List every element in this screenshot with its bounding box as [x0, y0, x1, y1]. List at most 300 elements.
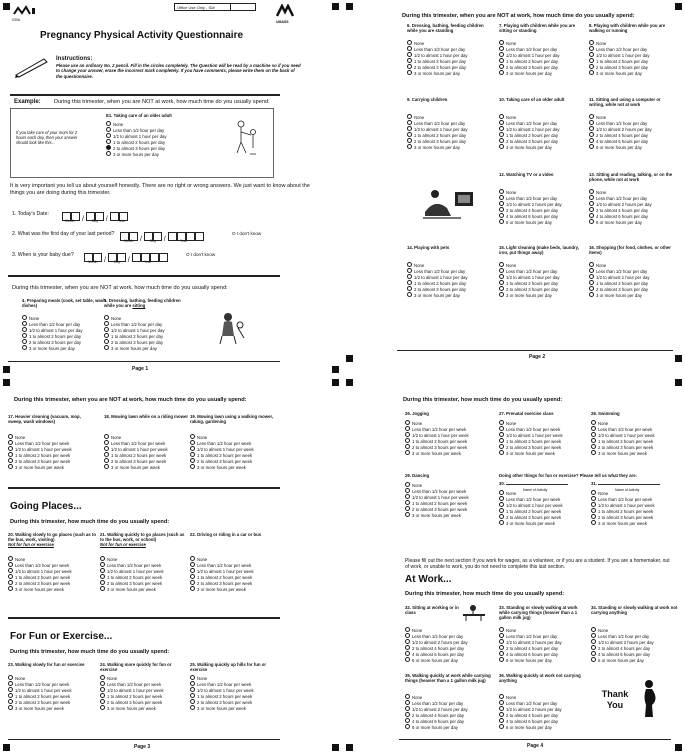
option[interactable]: Less than 1/2 hour per day: [499, 46, 587, 52]
option[interactable]: Less than 1/2 hour per week: [190, 562, 278, 568]
going-places-heading: Going Places...: [10, 501, 82, 512]
option[interactable]: 2 to almost 4 hours per day: [499, 712, 587, 718]
section-heading: During this trimester, when you are NOT at work, how much time do you usually spend:: [12, 285, 228, 291]
question-text: 11. Sitting and using a computer or writing, while not at work: [589, 97, 661, 108]
option[interactable]: Less than 1/2 hour per week: [499, 426, 587, 432]
form-code: 030A: [12, 18, 21, 22]
option[interactable]: 1 to almost 2 hours per week: [190, 452, 278, 458]
option[interactable]: 2 to almost 3 hours per week: [190, 580, 278, 586]
option[interactable]: 1 to almost 2 hours per week: [405, 500, 493, 506]
option[interactable]: 2 to almost 4 hours per day: [499, 645, 587, 651]
option[interactable]: Less than 1/2 hour per week: [190, 681, 278, 687]
option[interactable]: 6 or more hours per day: [589, 144, 677, 150]
question-10: [499, 97, 587, 151]
option[interactable]: 1/2 to almost 2 hours per day: [499, 706, 587, 712]
registration-mark: [3, 744, 10, 751]
option[interactable]: 3 or more hours per day: [407, 144, 495, 150]
example-side-text: If you take care of your mom for 2 hours each day, then your answer should look like this...: [16, 130, 78, 145]
option[interactable]: 1/2 to almost 1 hour per week: [499, 432, 587, 438]
option[interactable]: 4 to almost 6 hours per day: [589, 138, 677, 144]
option[interactable]: 3 or more hours per week: [591, 520, 679, 526]
option[interactable]: 1/2 to almost 1 hour per day: [499, 274, 587, 280]
option[interactable]: 2 to almost 3 hours per day: [589, 64, 677, 70]
option[interactable]: 3 or more hours per day: [589, 70, 677, 76]
option[interactable]: None: [499, 490, 587, 496]
option[interactable]: 2 to almost 3 hours per week: [405, 444, 493, 450]
question-text: 36. Walking quickly at work not carrying anything: [499, 673, 581, 684]
option[interactable]: None: [499, 694, 587, 700]
option[interactable]: None: [499, 114, 587, 120]
option[interactable]: None: [407, 114, 495, 120]
option[interactable]: 2 to almost 3 hours per week: [8, 458, 96, 464]
fun-exercise-heading: For Fun or Exercise...: [10, 631, 113, 642]
registration-mark: [346, 379, 353, 386]
option[interactable]: 1 to almost 2 hours per day: [22, 333, 110, 339]
option[interactable]: None: [405, 694, 493, 700]
question-text: 16. Shopping (for food, clothes, or other items): [589, 245, 671, 256]
option[interactable]: 3 or more hours per week: [8, 464, 96, 470]
example-question-e1: [106, 113, 216, 158]
registration-mark: [332, 744, 339, 751]
option[interactable]: 1 to almost 2 hours per week: [104, 452, 192, 458]
option[interactable]: Less than 1/2 hour per day: [499, 268, 587, 274]
question-text: 29. Dancing: [405, 473, 430, 478]
option[interactable]: None: [8, 556, 96, 562]
option[interactable]: 1/2 to almost 1 hour per week: [190, 446, 278, 452]
option[interactable]: None: [591, 490, 679, 496]
option[interactable]: 3 or more hours per week: [499, 450, 587, 456]
page-4: [343, 377, 685, 753]
option[interactable]: 1 to almost 2 hours per day: [407, 132, 495, 138]
option[interactable]: 2 to almost 3 hours per week: [190, 458, 278, 464]
question-4: [22, 298, 110, 352]
question-6: [407, 23, 495, 77]
option[interactable]: 3 or more hours per week: [8, 705, 96, 711]
dont-know-option[interactable]: O I don't know: [232, 231, 262, 236]
option[interactable]: 1/2 to almost 1 hour per week: [8, 568, 96, 574]
option[interactable]: None: [405, 627, 493, 633]
option[interactable]: None: [100, 556, 188, 562]
option[interactable]: None: [104, 315, 192, 321]
date-boxes[interactable]: / /: [84, 249, 168, 267]
option[interactable]: None: [190, 675, 278, 681]
option[interactable]: Less than 1/2 hour per day: [589, 46, 677, 52]
date-boxes[interactable]: / /: [120, 228, 204, 246]
question-36: [499, 673, 587, 731]
question-text: 35. Walking quickly at work while carrying things (heavier than a 1 gallon milk jug): [405, 673, 491, 684]
option[interactable]: None: [190, 556, 278, 562]
option[interactable]: 1/2 to almost 1 hour per day: [22, 327, 110, 333]
option[interactable]: 2 to almost 3 hours per day: [499, 138, 587, 144]
question-14: [407, 245, 495, 299]
option[interactable]: 1 to almost 2 hours per week: [8, 452, 96, 458]
month-label: Month: [88, 260, 98, 264]
option[interactable]: 6 or more hours per day: [405, 724, 493, 730]
option: 3 or more hours per day: [106, 151, 216, 157]
option[interactable]: 1/2 to almost 1 hour per day: [499, 52, 587, 58]
question-text: 7. Playing with children while you are sitting or standing: [499, 23, 576, 34]
option[interactable]: Less than 1/2 hour per day: [405, 700, 493, 706]
option: None: [106, 121, 216, 127]
option[interactable]: 2 to almost 3 hours per week: [591, 514, 679, 520]
option[interactable]: 1 to almost 2 hours per week: [8, 574, 96, 580]
question-text: 32. Sitting at working or in class: [405, 605, 459, 616]
option[interactable]: 4 to almost 6 hours per day: [499, 651, 587, 657]
question-text: 17. Heavier cleaning (vacuum, mop, sweep, wash windows): [8, 414, 81, 425]
option[interactable]: 4 to almost 6 hours per day: [499, 213, 587, 219]
option[interactable]: 3 or more hours per week: [8, 586, 96, 592]
option[interactable]: Less than 1/2 hour per week: [405, 426, 493, 432]
option[interactable]: 6 or more hours per day: [589, 219, 677, 225]
option[interactable]: 2 to almost 3 hours per week: [8, 580, 96, 586]
option[interactable]: None: [22, 315, 110, 321]
option[interactable]: 3 or more hours per week: [405, 450, 493, 456]
option[interactable]: 2 to almost 4 hours per day: [589, 207, 677, 213]
question-text: 20. Walking slowly to go places (such as to the bus, work, visiting) Not for fun or exercise: [8, 532, 96, 548]
registration-mark: [332, 366, 339, 373]
question-24: [100, 662, 188, 712]
question-text: 13. Sitting and reading, talking, or on the phone, while not at work: [589, 172, 673, 183]
option[interactable]: 1/2 to almost 1 hour per week: [104, 446, 192, 452]
question-17: [8, 414, 96, 471]
option[interactable]: 1 to almost 2 hours per day: [499, 58, 587, 64]
office-use-box: [174, 3, 256, 11]
option[interactable]: None: [8, 675, 96, 681]
option[interactable]: 3 or more hours per week: [100, 705, 188, 711]
umass-logo-icon: [276, 4, 294, 18]
option[interactable]: 1/2 to almost 1 hour per week: [190, 687, 278, 693]
registration-mark: [346, 355, 353, 362]
option[interactable]: 1 to almost 2 hours per day: [104, 333, 192, 339]
option[interactable]: None: [405, 420, 493, 426]
option[interactable]: Less than 1/2 hour per day: [589, 120, 677, 126]
option[interactable]: 1 to almost 2 hours per day: [407, 280, 495, 286]
option[interactable]: 3 or more hours per day: [22, 345, 110, 351]
option[interactable]: None: [589, 40, 677, 46]
option[interactable]: 2 to almost 4 hours per day: [591, 645, 679, 651]
question-text: 34. Standing or slowly walking at work not carrying anything: [591, 605, 678, 616]
option[interactable]: 1/2 to almost 1 hour per day: [499, 126, 587, 132]
option[interactable]: 3 or more hours per week: [190, 705, 278, 711]
option[interactable]: 1/2 to almost 1 hour per week: [8, 446, 96, 452]
option[interactable]: None: [499, 40, 587, 46]
option[interactable]: 2 to almost 3 hours per day: [407, 286, 495, 292]
option[interactable]: 1/2 to almost 1 hour per week: [100, 687, 188, 693]
option[interactable]: Less than 1/2 hour per week: [405, 488, 493, 494]
registration-mark: [675, 355, 682, 362]
page-title: Pregnancy Physical Activity Questionnaire: [40, 30, 244, 41]
question-text: 31.: [591, 481, 679, 490]
registration-mark: [332, 379, 339, 386]
registration-mark: [675, 3, 682, 10]
option[interactable]: 3 or more hours per day: [589, 292, 677, 298]
question-29: [405, 473, 493, 519]
question-text: 27. Prenatal exercise class: [499, 411, 554, 416]
option[interactable]: 2 to almost 3 hours per day: [499, 286, 587, 292]
option[interactable]: 1/2 to almost 2 hours per day: [499, 639, 587, 645]
option[interactable]: Less than 1/2 hour per week: [100, 681, 188, 687]
option[interactable]: None: [499, 420, 587, 426]
option[interactable]: 1 to almost 2 hours per week: [405, 438, 493, 444]
option[interactable]: None: [499, 627, 587, 633]
office-use-label: Office Use Only - ID#: [177, 5, 215, 10]
option[interactable]: None: [591, 420, 679, 426]
question-13: [589, 172, 677, 226]
option: 1 to almost 2 hours per day: [106, 139, 216, 145]
question-text: 14. Playing with pets: [407, 245, 450, 250]
question-21: [100, 532, 188, 593]
question-text: 18. Mowing lawn while on a riding mower: [104, 414, 189, 419]
option[interactable]: 3 or more hours per day: [407, 292, 495, 298]
option[interactable]: 2 to almost 3 hours per week: [499, 444, 587, 450]
option[interactable]: 2 to almost 3 hours per day: [407, 138, 495, 144]
option[interactable]: 1 to almost 2 hours per week: [591, 438, 679, 444]
registration-mark: [3, 379, 10, 386]
q3-label: 3. When is your baby due?: [12, 252, 74, 258]
option[interactable]: 1/2 to almost 1 hour per day: [589, 274, 677, 280]
registration-mark: [346, 744, 353, 751]
option[interactable]: 3 or more hours per week: [104, 464, 192, 470]
option[interactable]: Less than 1/2 hour per week: [104, 440, 192, 446]
q1-label: 1. Today's Date:: [12, 211, 49, 217]
option[interactable]: 2 to almost 3 hours per week: [405, 506, 493, 512]
option[interactable]: 1 to almost 2 hours per week: [100, 693, 188, 699]
option[interactable]: 1 to almost 2 hours per day: [407, 58, 495, 64]
option[interactable]: 3 or more hours per week: [100, 586, 188, 592]
option[interactable]: 3 or more hours per day: [499, 292, 587, 298]
option[interactable]: 2 to almost 4 hours per day: [589, 132, 677, 138]
option[interactable]: Less than 1/2 hour per day: [407, 46, 495, 52]
option[interactable]: 1/2 to almost 1 hour per week: [405, 494, 493, 500]
option[interactable]: 2 to almost 3 hours per week: [190, 699, 278, 705]
option[interactable]: 1/2 to almost 2 hours per day: [499, 201, 587, 207]
option[interactable]: 1/2 to almost 2 hours per day: [405, 706, 493, 712]
option[interactable]: 3 or more hours per day: [499, 144, 587, 150]
option[interactable]: Less than 1/2 hour per week: [8, 681, 96, 687]
option[interactable]: 3 or more hours per week: [190, 464, 278, 470]
option[interactable]: Less than 1/2 hour per day: [407, 268, 495, 274]
option[interactable]: 3 or more hours per day: [407, 70, 495, 76]
option[interactable]: None: [499, 262, 587, 268]
option[interactable]: 6 or more hours per day: [405, 657, 493, 663]
option[interactable]: 2 to almost 4 hours per day: [405, 645, 493, 651]
option[interactable]: 3 or more hours per week: [190, 586, 278, 592]
question-text: 28. Swimming: [591, 411, 620, 416]
question-23: [8, 662, 96, 712]
option[interactable]: 4 to almost 6 hours per day: [405, 718, 493, 724]
id-boxes: [230, 4, 256, 11]
example-question: During this trimester, when you are NOT at work, how much time do you usually spend:: [54, 99, 270, 105]
page-2: [343, 0, 685, 376]
option[interactable]: Less than 1/2 hour per week: [591, 426, 679, 432]
option[interactable]: 1/2 to almost 1 hour per week: [8, 687, 96, 693]
option[interactable]: 1/2 to almost 1 hour per week: [405, 432, 493, 438]
option[interactable]: 1/2 to almost 1 hour per day: [407, 274, 495, 280]
option[interactable]: 2 to almost 3 hours per week: [100, 699, 188, 705]
option[interactable]: 1 to almost 2 hours per week: [190, 693, 278, 699]
option[interactable]: 2 to almost 3 hours per week: [104, 458, 192, 464]
option[interactable]: Less than 1/2 hour per day: [589, 195, 677, 201]
option[interactable]: 3 or more hours per day: [499, 70, 587, 76]
page-1: [0, 0, 342, 376]
thank-you-text: Thank You: [601, 689, 629, 710]
option[interactable]: 2 to almost 4 hours per day: [405, 712, 493, 718]
option[interactable]: Less than 1/2 hour per week: [8, 562, 96, 568]
option[interactable]: Less than 1/2 hour per day: [499, 120, 587, 126]
option[interactable]: 2 to almost 3 hours per day: [104, 339, 192, 345]
option[interactable]: 1 to almost 2 hours per week: [100, 574, 188, 580]
option[interactable]: Less than 1/2 hour per week: [100, 562, 188, 568]
option[interactable]: 1/2 to almost 1 hour per day: [589, 52, 677, 58]
option[interactable]: None: [589, 189, 677, 195]
option[interactable]: 1 to almost 2 hours per week: [591, 508, 679, 514]
date-boxes[interactable]: / /: [62, 208, 128, 226]
option[interactable]: 1/2 to almost 1 hour per week: [499, 502, 587, 508]
option[interactable]: 2 to almost 3 hours per week: [100, 580, 188, 586]
option[interactable]: 1/2 to almost 1 hour per week: [591, 432, 679, 438]
option[interactable]: Less than 1/2 hour per day: [589, 268, 677, 274]
option[interactable]: 4 to almost 6 hours per day: [499, 718, 587, 724]
option[interactable]: 2 to almost 3 hours per day: [499, 64, 587, 70]
option: Less than 1/2 hour per day: [106, 127, 216, 133]
option[interactable]: 4 to almost 6 hours per day: [589, 213, 677, 219]
question-text: 19. Mowing lawn using a walking mower, raking, gardening: [190, 414, 274, 425]
dont-know-option[interactable]: O I don't know: [186, 252, 216, 257]
question-28: [591, 411, 679, 457]
q2-label: 2. What was the first day of your last period?: [12, 231, 115, 237]
month-label: Month: [65, 219, 75, 223]
option[interactable]: 2 to almost 3 hours per day: [407, 64, 495, 70]
year-label: Year: [118, 219, 125, 223]
option[interactable]: 3 or more hours per week: [405, 512, 493, 518]
option[interactable]: 3 or more hours per day: [104, 345, 192, 351]
section-heading: During this trimester, how much time do you usually spend:: [405, 591, 565, 597]
question-text: 8. Playing with children while you are walking or running: [589, 23, 666, 34]
question-19: [190, 414, 278, 471]
section-heading: During this trimester, how much time do you usually spend:: [403, 397, 563, 403]
registration-mark: [332, 3, 339, 10]
option[interactable]: 1 to almost 2 hours per day: [589, 280, 677, 286]
option[interactable]: 2 to almost 4 hours per day: [499, 207, 587, 213]
option[interactable]: 1/2 to almost 1 hour per day: [407, 126, 495, 132]
option[interactable]: Less than 1/2 hour per day: [591, 633, 679, 639]
option[interactable]: None: [591, 627, 679, 633]
section-heading: During this trimester, when you are NOT at work, how much time do you usually spend:: [402, 13, 635, 19]
option[interactable]: 2 to almost 3 hours per week: [8, 699, 96, 705]
question-20: [8, 532, 96, 593]
option[interactable]: Less than 1/2 hour per day: [104, 321, 192, 327]
option[interactable]: None: [589, 114, 677, 120]
option[interactable]: 1 to almost 2 hours per week: [499, 438, 587, 444]
caregiver-illustration-icon: [232, 118, 260, 156]
option[interactable]: None: [499, 189, 587, 195]
option[interactable]: Less than 1/2 hour per week: [190, 440, 278, 446]
option[interactable]: Less than 1/2 hour per day: [499, 195, 587, 201]
option[interactable]: 1/2 to almost 1 hour per day: [407, 52, 495, 58]
logo-icon: [12, 5, 36, 17]
question-text: 6. Dressing, bathing, feeding children while you are standing: [407, 23, 484, 34]
page-3: [0, 377, 342, 753]
question-9: [407, 97, 495, 151]
option[interactable]: Less than 1/2 hour per week: [499, 496, 587, 502]
work-section-note: Please fill out the next section if you work for wages, as a volunteer, or if you are a student. If you are a homemaker, out of work, or unable to work, you do not need to complete this last section.: [405, 558, 670, 570]
option[interactable]: 4 to almost 6 hours per day: [405, 651, 493, 657]
option[interactable]: None: [407, 40, 495, 46]
option[interactable]: 2 to almost 3 hours per day: [589, 286, 677, 292]
option[interactable]: 2 to almost 3 hours per week: [499, 514, 587, 520]
option[interactable]: 1 to almost 2 hours per day: [589, 58, 677, 64]
option[interactable]: 6 or more hours per day: [499, 724, 587, 730]
option[interactable]: 1/2 to almost 2 hours per day: [589, 126, 677, 132]
option[interactable]: Less than 1/2 hour per day: [499, 633, 587, 639]
option[interactable]: Less than 1/2 hour per day: [22, 321, 110, 327]
option[interactable]: 1 to almost 2 hours per week: [8, 693, 96, 699]
option[interactable]: None: [104, 434, 192, 440]
option[interactable]: None: [100, 675, 188, 681]
page-number: Page 4: [527, 743, 544, 749]
question-15: [499, 245, 587, 299]
option[interactable]: 1/2 to almost 2 hours per day: [405, 639, 493, 645]
option[interactable]: None: [405, 482, 493, 488]
option[interactable]: 1 to almost 2 hours per week: [190, 574, 278, 580]
option[interactable]: Less than 1/2 hour per day: [405, 633, 493, 639]
option[interactable]: 1/2 to almost 1 hour per week: [190, 568, 278, 574]
section-heading: During this trimester, when you are NOT at work, how much time do you usually spend:: [14, 397, 247, 403]
option[interactable]: 6 or more hours per day: [499, 657, 587, 663]
option[interactable]: Less than 1/2 hour per day: [499, 700, 587, 706]
option[interactable]: 2 to almost 3 hours per week: [591, 444, 679, 450]
option[interactable]: 1/2 to almost 2 hours per day: [591, 639, 679, 645]
option[interactable]: 1/2 to almost 2 hours per day: [589, 201, 677, 207]
registration-mark: [346, 3, 353, 10]
question-12: [499, 172, 587, 226]
option[interactable]: 3 or more hours per week: [591, 450, 679, 456]
option[interactable]: 1/2 to almost 1 hour per day: [104, 327, 192, 333]
option[interactable]: 1 to almost 2 hours per day: [499, 280, 587, 286]
question-27: [499, 411, 587, 457]
option[interactable]: 1 to almost 2 hours per day: [499, 132, 587, 138]
option[interactable]: None: [589, 262, 677, 268]
mother-child-illustration-icon: [216, 310, 250, 346]
option[interactable]: 6 or more hours per day: [499, 219, 587, 225]
page-number: Page 3: [134, 744, 151, 750]
option[interactable]: Less than 1/2 hour per week: [591, 496, 679, 502]
option[interactable]: None: [8, 434, 96, 440]
option[interactable]: 1 to almost 2 hours per week: [499, 508, 587, 514]
option[interactable]: 2 to almost 3 hours per day: [22, 339, 110, 345]
option[interactable]: Less than 1/2 hour per day: [407, 120, 495, 126]
option[interactable]: 1/2 to almost 1 hour per week: [100, 568, 188, 574]
question-8: [589, 23, 677, 77]
at-work-heading: At Work...: [405, 574, 452, 585]
option[interactable]: 4 to almost 6 hours per day: [591, 651, 679, 657]
option[interactable]: None: [407, 262, 495, 268]
option[interactable]: Less than 1/2 hour per week: [8, 440, 96, 446]
option[interactable]: 3 or more hours per week: [499, 520, 587, 526]
activity-name-label: Name of Activity: [523, 488, 548, 492]
option[interactable]: 6 or more hours per day: [591, 657, 679, 663]
honesty-statement: It is very important you tell us about yourself honestly. There are no right or wrong answers. We just want to know about the things you are doing during this trimester.: [10, 183, 310, 196]
other-activities-prompt: Doing other things for fun or exercise? Please tell us what they are.: [499, 473, 637, 478]
registration-mark: [3, 3, 10, 10]
question-26: [405, 411, 493, 457]
question-text: 21. Walking quickly to go places (such as to the bus, work, or school) Not for fun or exercise: [100, 532, 185, 548]
year-label: Year: [180, 239, 187, 243]
day-label: Day: [114, 260, 121, 264]
registration-mark: [3, 366, 10, 373]
option[interactable]: 1/2 to almost 1 hour per week: [591, 502, 679, 508]
option[interactable]: None: [190, 434, 278, 440]
